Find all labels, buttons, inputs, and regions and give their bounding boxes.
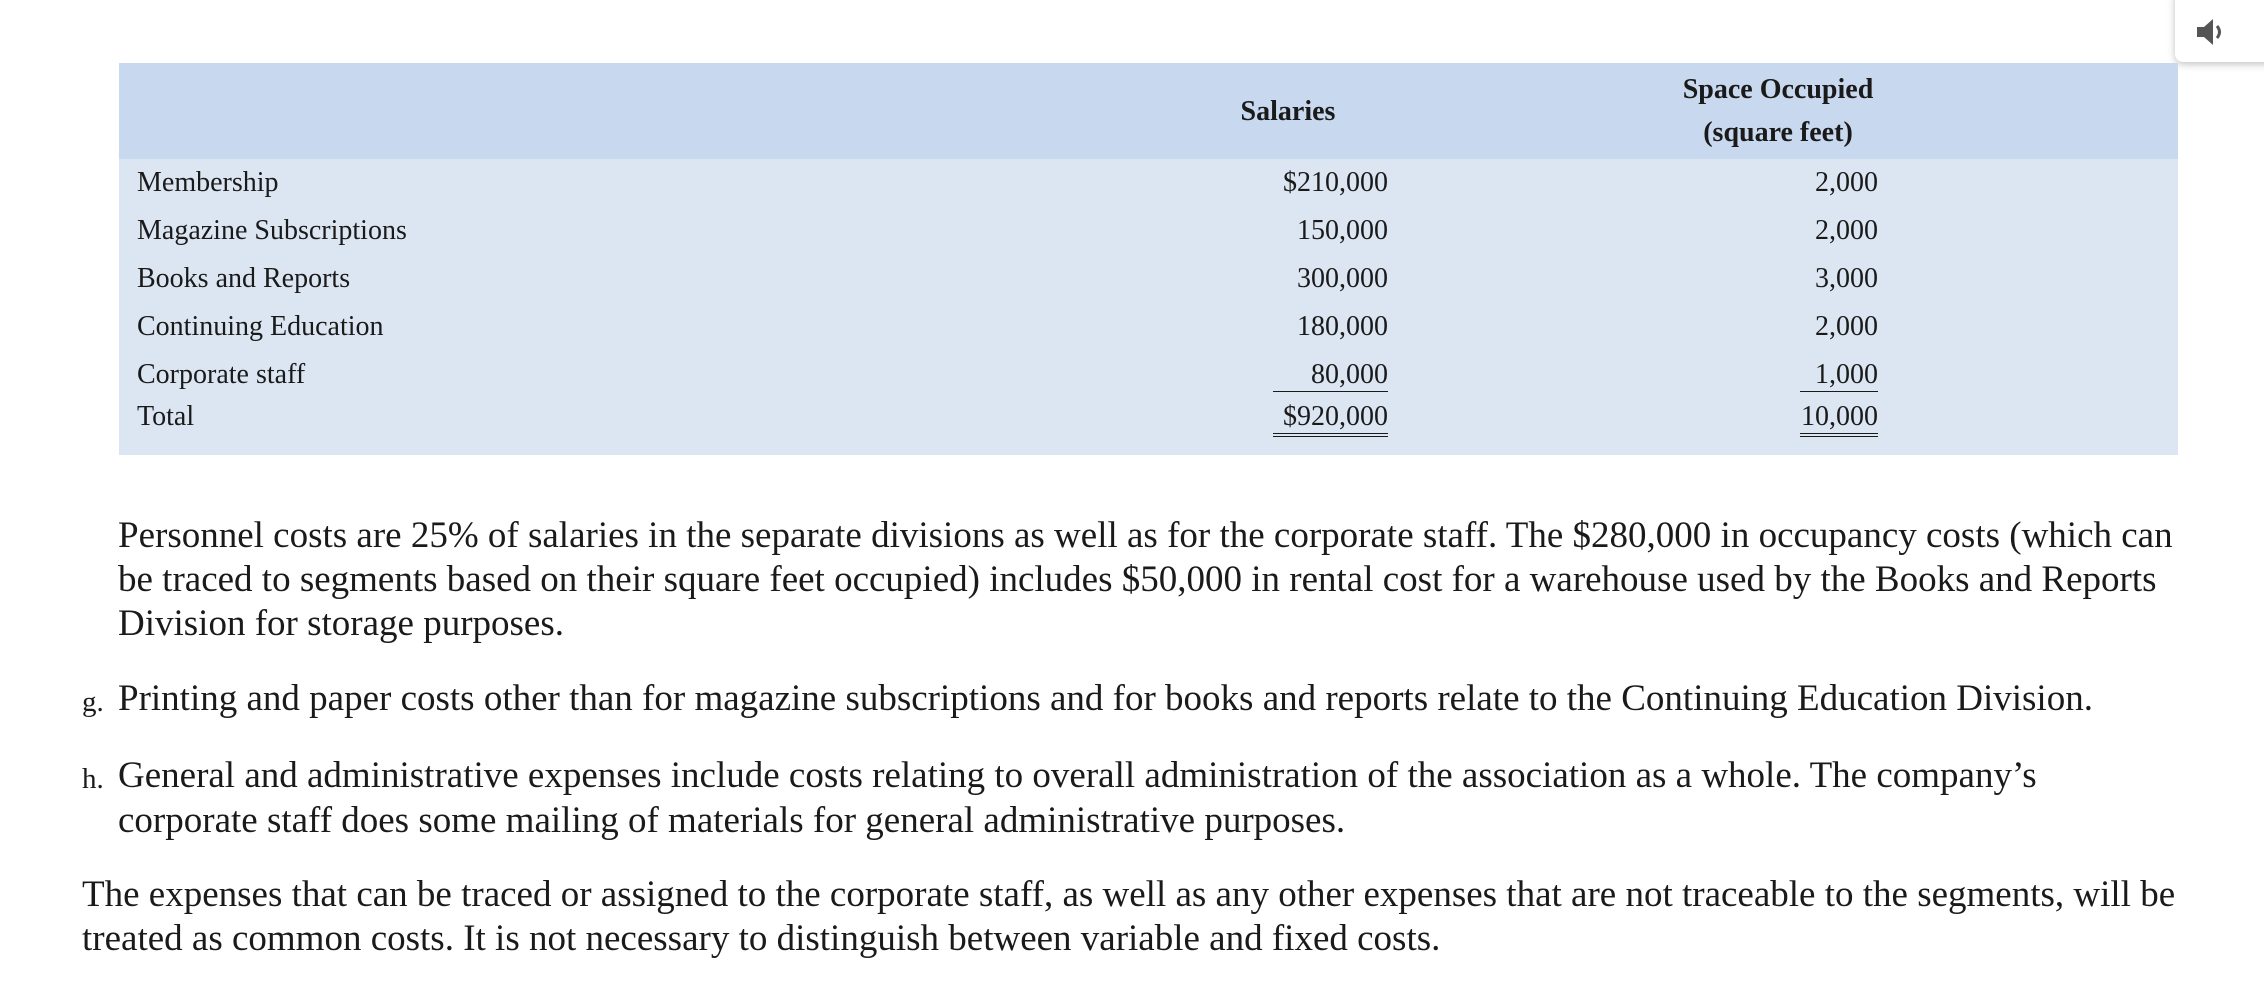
header-blank [119, 63, 1188, 159]
salaries-total: $920,000 [1273, 401, 1388, 437]
row-label: Books and Reports [137, 263, 351, 294]
salaries-value: 80,000 [1273, 359, 1388, 392]
row-label: Total [137, 401, 195, 432]
space-value: 2,000 [1815, 167, 1878, 198]
table-header-row [119, 63, 2178, 159]
item-marker: g. [82, 686, 104, 718]
header-salaries: Salaries [1240, 95, 1336, 127]
salaries-space-table [119, 63, 2178, 455]
space-value: 1,000 [1800, 359, 1878, 392]
space-total: 10,000 [1800, 401, 1878, 437]
salaries-value: $210,000 [1283, 167, 1388, 198]
row-label: Corporate staff [137, 359, 306, 390]
space-value: 2,000 [1815, 215, 1878, 246]
item-marker: h. [82, 763, 104, 795]
space-value: 2,000 [1815, 311, 1878, 342]
paragraph-common-costs: The expenses that can be traced or assigned to the corporate staff, as well as any other expenses that are not traceable to the segments, will be treated as common costs. It is not necessary to distinguish between variable and fixed costs. [82, 874, 2176, 959]
table-row [119, 159, 2178, 207]
salaries-value: 300,000 [1297, 263, 1388, 294]
speaker-icon [2195, 17, 2227, 47]
salaries-value: 180,000 [1297, 311, 1388, 342]
paragraph-personnel-costs: Personnel costs are 25% of salaries in the separate divisions as well as for the corporate staff. The $280,000 in occupancy costs (which can be traced to segments based on their square feet occupied) includes $50,000 in rental cost for a warehouse used by the Books and Reports Division for storage purposes. [118, 515, 2173, 644]
row-label: Magazine Subscriptions [137, 215, 407, 246]
row-label: Membership [137, 167, 279, 198]
header-space-line2: (square feet) [1703, 117, 1853, 148]
space-value: 3,000 [1815, 263, 1878, 294]
header-space-line1: Space Occupied [1682, 74, 1874, 105]
audio-button[interactable] [2175, 0, 2264, 62]
header-space-occupied [1678, 63, 1878, 159]
table-row [119, 303, 2178, 351]
table-row [119, 255, 2178, 303]
item-text: Printing and paper costs other than for magazine subscriptions and for books and reports relate to the Continuing Education Division. [118, 678, 2093, 719]
list-item-h [82, 753, 2178, 843]
table-row [119, 351, 2178, 399]
item-text: General and administrative expenses include costs relating to overall administration of the association as a whole. The company’s corporate staff does some mailing of materials for general administrative purposes. [118, 755, 2037, 841]
table-row [119, 207, 2178, 255]
list-item-g [82, 676, 2178, 721]
row-label: Continuing Education [137, 311, 384, 342]
salaries-value: 150,000 [1297, 215, 1388, 246]
table-row-total [119, 399, 2178, 455]
